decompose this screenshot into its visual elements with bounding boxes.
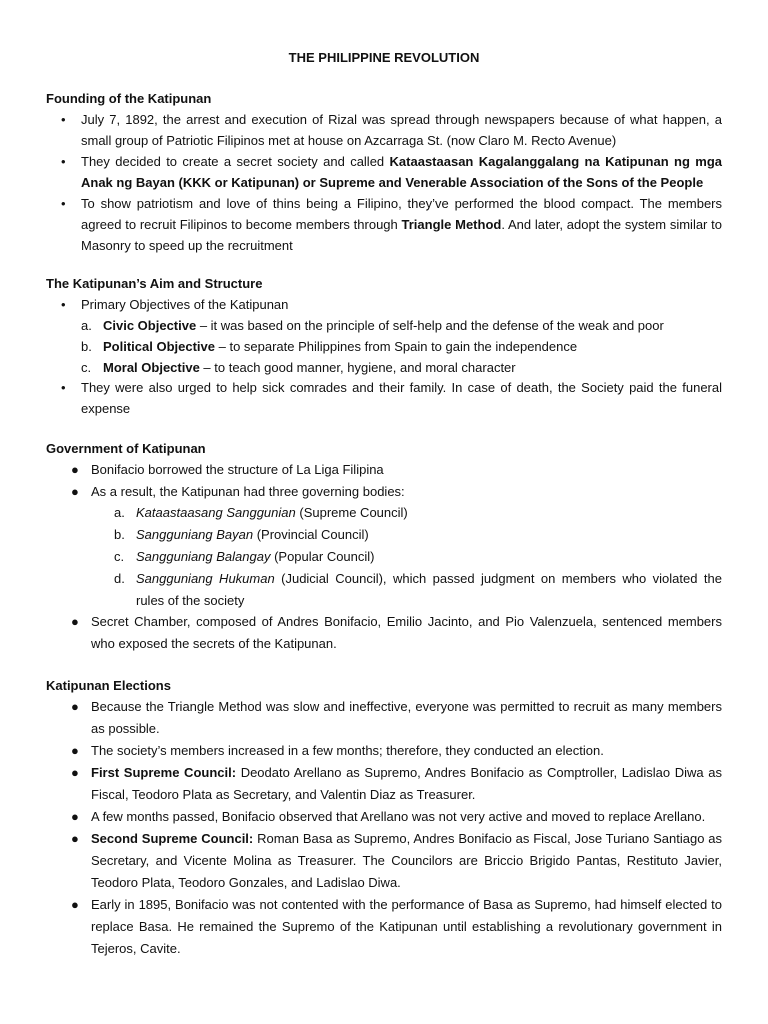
item-text: – to teach good manner, hygiene, and moral character bbox=[199, 360, 516, 375]
sublist-item bbox=[81, 315, 722, 336]
item-text: They were also urged to help sick comrades and their family. In case of death, the Society paid the funeral expense bbox=[81, 380, 722, 416]
heading-government: Government of Katipunan bbox=[46, 441, 206, 456]
sub-marker: a. bbox=[81, 318, 92, 333]
bullet: ● bbox=[71, 809, 79, 824]
list-government bbox=[71, 459, 722, 502]
item-text: Bonifacio borrowed the structure of La Liga Filipina bbox=[91, 462, 384, 477]
list-item bbox=[61, 151, 722, 193]
bullet: ● bbox=[71, 743, 79, 758]
item-italic-text: Sangguniang Bayan bbox=[136, 527, 254, 542]
list-item bbox=[61, 193, 722, 256]
bullet: ● bbox=[71, 462, 79, 477]
sublist-item bbox=[114, 502, 722, 524]
sublist-item bbox=[81, 336, 722, 357]
list-item bbox=[71, 762, 722, 806]
item-text: – to separate Philippines from Spain to gain the independence bbox=[215, 339, 578, 354]
list-item bbox=[71, 481, 722, 502]
item-text: As a result, the Katipunan had three governing bodies: bbox=[91, 484, 405, 499]
item-text: Deodato Arellano as Supremo, Andres Bonifacio as Comptroller, Ladislao Diwa as Fiscal, Teodoro Plata as Secretary, and Valentin Diaz as Treasurer. bbox=[91, 765, 722, 802]
bullet: ● bbox=[71, 484, 79, 499]
item-italic-text: Kataastaasang Sanggunian bbox=[136, 505, 296, 520]
sublist-governing-bodies bbox=[114, 502, 722, 612]
bullet: ● bbox=[71, 897, 79, 912]
list-item bbox=[71, 611, 722, 655]
item-text: A few months passed, Bonifacio observed that Arellano was not very active and moved to replace Arellano. bbox=[91, 809, 706, 824]
item-text: (Provincial Council) bbox=[253, 527, 369, 542]
item-bold-text: Kataastaasan Kagalanggalang na Katipunan ng mga Anak ng Bayan (KKK or Katipunan) or Supreme and Venerable Association of the Sons of the People bbox=[81, 154, 722, 190]
list-government-2 bbox=[71, 611, 722, 655]
heading-elections: Katipunan Elections bbox=[46, 678, 171, 693]
item-text: July 7, 1892, the arrest and execution of Rizal was spread through newspapers because of what happen, a small group of Patriotic Filipinos met at house on Azcarraga St. (now Claro M. Recto Avenue) bbox=[81, 112, 722, 148]
item-text: (Judicial Council), which passed judgment on members who violated the rules of the society bbox=[136, 571, 722, 608]
list-item bbox=[71, 696, 722, 740]
bullet: ● bbox=[71, 614, 79, 629]
list-item bbox=[71, 459, 722, 480]
item-bold-text: Moral Objective bbox=[103, 360, 200, 375]
sublist-item bbox=[114, 524, 722, 546]
page-title: THE PHILIPPINE REVOLUTION bbox=[288, 50, 480, 65]
item-text: (Supreme Council) bbox=[295, 505, 408, 520]
item-text: Roman Basa as Supremo, Andres Bonifacio as Fiscal, Jose Turiano Santiago as Secretary, and Vicente Molina as Treasurer. The Councilors are Briccio Brigido Pantas, Restituto Javier, Teodoro Plata, Teodoro Gonzales, and Ladislao Diwa. bbox=[91, 831, 722, 890]
bullet: • bbox=[61, 297, 66, 312]
sublist-item bbox=[81, 357, 722, 378]
sub-marker: d. bbox=[114, 571, 125, 586]
sublist-item bbox=[114, 568, 722, 612]
list-item bbox=[71, 740, 722, 762]
item-text: . And later, adopt the system similar to Masonry to speed up the recruitment bbox=[81, 217, 722, 253]
item-text: Early in 1895, Bonifacio was not contented with the performance of Basa as Supremo, had himself elected to replace Basa. He remained the Supremo of the Katipunan until establishing a revolutionary government in Tejeros, Cavite. bbox=[91, 897, 722, 956]
sub-marker: c. bbox=[114, 549, 125, 564]
list-elections bbox=[71, 696, 722, 960]
sublist-item bbox=[114, 546, 722, 568]
item-text: Because the Triangle Method was slow and ineffective, everyone was permitted to recruit as many members as possible. bbox=[91, 699, 722, 736]
list-founding bbox=[61, 109, 722, 256]
list-item bbox=[61, 294, 722, 315]
list-item bbox=[61, 109, 722, 151]
item-text: (Popular Council) bbox=[270, 549, 375, 564]
item-bold-text: Triangle Method bbox=[401, 217, 502, 232]
list-aim-2 bbox=[61, 377, 722, 419]
bullet: ● bbox=[71, 831, 79, 846]
list-item bbox=[71, 894, 722, 960]
item-text: To show patriotism and love of thins being a Filipino, they’ve performed the blood compact. The members agreed to recruit Filipinos to become members through bbox=[81, 196, 722, 232]
sublist-objectives bbox=[81, 315, 722, 378]
item-italic-text: Sangguniang Hukuman bbox=[136, 571, 275, 586]
item-bold-text: Political Objective bbox=[103, 339, 215, 354]
bullet: • bbox=[61, 196, 66, 211]
item-text: – it was based on the principle of self-help and the defense of the weak and poor bbox=[196, 318, 664, 333]
list-item bbox=[61, 377, 722, 419]
sub-marker: b. bbox=[81, 339, 92, 354]
list-aim bbox=[61, 294, 722, 315]
sub-marker: a. bbox=[114, 505, 125, 520]
bullet: • bbox=[61, 112, 66, 127]
item-text: The society’s members increased in a few months; therefore, they conducted an election. bbox=[91, 743, 604, 758]
bullet: ● bbox=[71, 699, 79, 714]
sub-marker: c. bbox=[81, 360, 92, 375]
bullet: • bbox=[61, 154, 66, 169]
heading-aim-structure: The Katipunan’s Aim and Structure bbox=[46, 276, 263, 291]
item-text: Primary Objectives of the Katipunan bbox=[81, 297, 289, 312]
item-bold-text: Civic Objective bbox=[103, 318, 197, 333]
list-item bbox=[71, 806, 722, 828]
list-item bbox=[71, 828, 722, 894]
item-text: They decided to create a secret society and called bbox=[81, 154, 390, 169]
bullet: • bbox=[61, 380, 66, 395]
bullet: ● bbox=[71, 765, 79, 780]
sub-marker: b. bbox=[114, 527, 125, 542]
item-text: Secret Chamber, composed of Andres Bonifacio, Emilio Jacinto, and Pio Valenzuela, sentenced members who exposed the secrets of the Katipunan. bbox=[91, 614, 722, 651]
item-italic-text: Sangguniang Balangay bbox=[136, 549, 271, 564]
item-bold-text: First Supreme Council: bbox=[91, 765, 237, 780]
heading-founding: Founding of the Katipunan bbox=[46, 91, 212, 106]
item-bold-text: Second Supreme Council: bbox=[91, 831, 254, 846]
